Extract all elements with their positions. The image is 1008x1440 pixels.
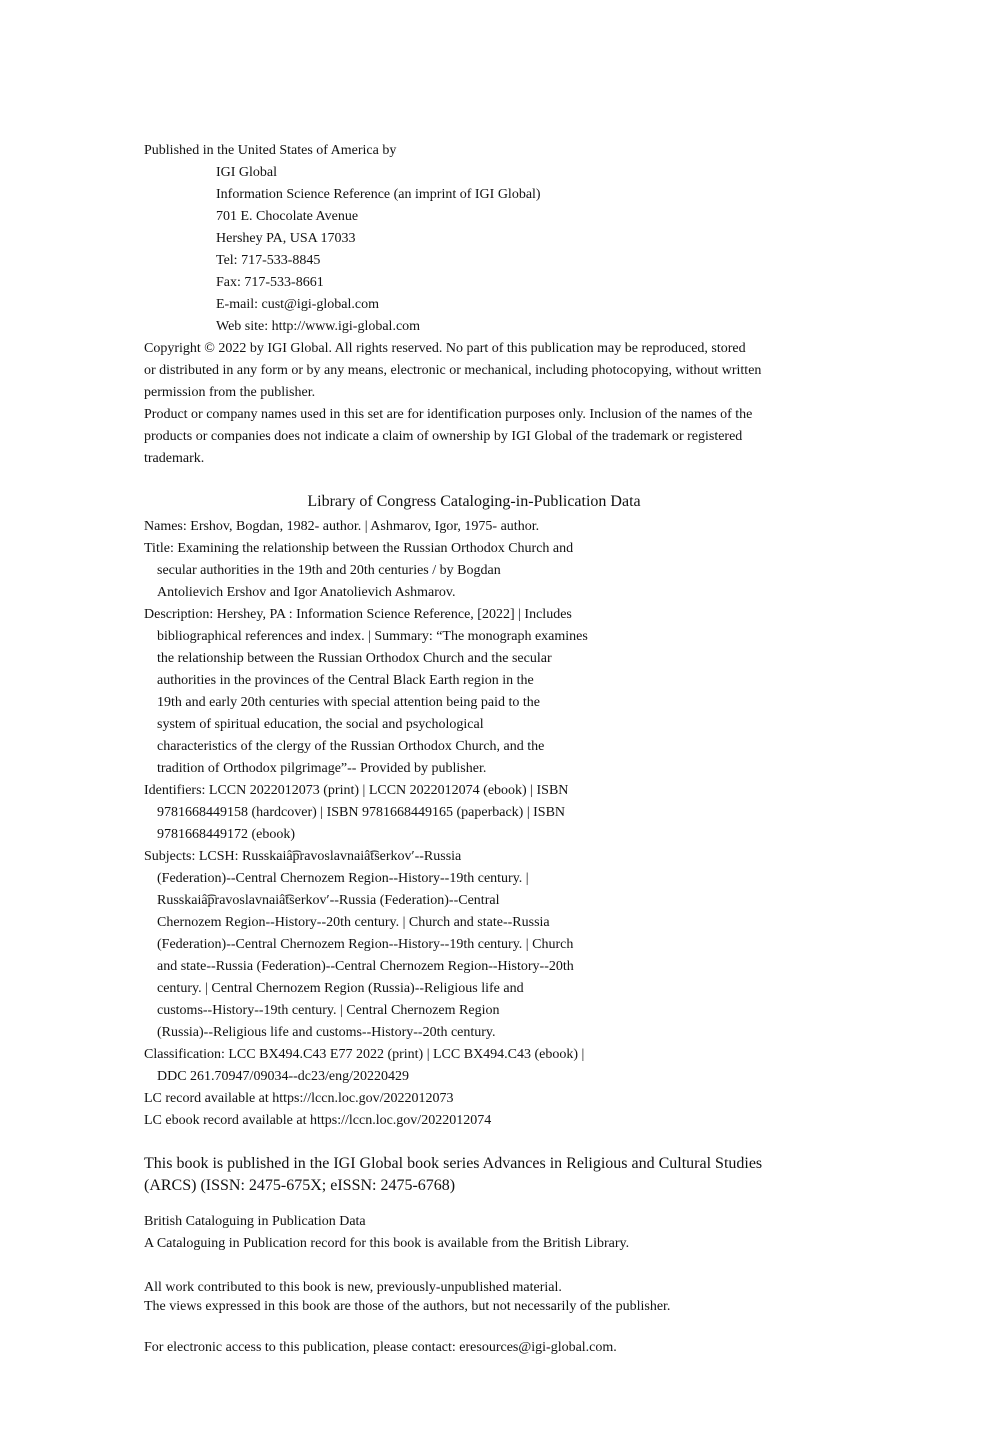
cip-subjects-cont: Russkaiâ͡pravoslavnaiâ͡tserkov′--Russia (Federation)--Central <box>157 893 500 908</box>
publisher-website: Web site: http://www.igi-global.com <box>216 319 421 334</box>
copyright-line: permission from the publisher. <box>144 385 316 400</box>
cip-subjects-cont: (Russia)--Religious life and customs--History--20th century. <box>157 1025 496 1040</box>
cip-description-cont: 19th and early 20th centuries with special attention being paid to the <box>157 695 540 710</box>
cip-description-cont: authorities in the provinces of the Central Black Earth region in the <box>157 673 534 688</box>
publisher-email: E-mail: cust@igi-global.com <box>216 297 379 312</box>
cip-description: Description: Hershey, PA : Information Science Reference, [2022] | Includes <box>144 607 572 622</box>
cip-subjects-cont: and state--Russia (Federation)--Central Chernozem Region--History--20th <box>157 959 574 974</box>
cip-description-cont: characteristics of the clergy of the Russian Orthodox Church, and the <box>157 739 545 754</box>
cip-subjects-cont: (Federation)--Central Chernozem Region--History--19th century. | Church <box>157 937 574 952</box>
cip-subjects-cont: Chernozem Region--History--20th century. | Church and state--Russia <box>157 915 550 930</box>
trademark-line: trademark. <box>144 451 205 466</box>
cip-description-cont: system of spiritual education, the social and psychological <box>157 717 484 732</box>
cip-subjects: Subjects: LCSH: Russkaiâ͡pravoslavnaiâ͡tserkov′--Russia <box>144 849 462 864</box>
cip-identifiers-cont: 9781668449158 (hardcover) | ISBN 9781668449165 (paperback) | ISBN <box>157 805 566 820</box>
cip-identifiers-cont: 9781668449172 (ebook) <box>157 827 296 842</box>
cip-lc-record: LC record available at https://lccn.loc.gov/2022012073 <box>144 1091 454 1106</box>
publisher-intro: Published in the United States of America by <box>144 143 397 158</box>
cip-lc-ebook-record: LC ebook record available at https://lccn.loc.gov/2022012074 <box>144 1113 492 1128</box>
publisher-city: Hershey PA, USA 17033 <box>216 231 356 246</box>
publisher-imprint: Information Science Reference (an imprint of IGI Global) <box>216 187 541 202</box>
cip-heading: Library of Congress Cataloging-in-Publication Data <box>307 493 641 510</box>
copyright-line: Copyright © 2022 by IGI Global. All rights reserved. No part of this publication may be reproduced, stored <box>144 341 746 356</box>
series-line: This book is published in the IGI Global book series Advances in Religious and Cultural Studies <box>144 1155 763 1172</box>
cip-subjects-cont: (Federation)--Central Chernozem Region--History--19th century. | <box>157 871 529 886</box>
publisher-tel: Tel: 717-533-8845 <box>216 253 321 268</box>
cip-subjects-cont: century. | Central Chernozem Region (Russia)--Religious life and <box>157 981 524 996</box>
publisher-fax: Fax: 717-533-8661 <box>216 275 324 290</box>
cip-subjects-cont: customs--History--19th century. | Central Chernozem Region <box>157 1003 500 1018</box>
new-material-statement: All work contributed to this book is new, previously-unpublished material. <box>144 1280 562 1295</box>
views-disclaimer: The views expressed in this book are those of the authors, but not necessarily of the publisher. <box>144 1299 671 1314</box>
british-cip-heading: British Cataloguing in Publication Data <box>144 1214 366 1229</box>
cip-names: Names: Ershov, Bogdan, 1982- author. | Ashmarov, Igor, 1975- author. <box>144 519 540 534</box>
trademark-line: products or companies does not indicate a claim of ownership by IGI Global of the trademark or registered <box>144 429 743 444</box>
electronic-access-contact: For electronic access to this publication, please contact: eresources@igi-global.com. <box>144 1340 617 1355</box>
publisher-name: IGI Global <box>216 165 278 180</box>
cip-description-cont: bibliographical references and index. | Summary: “The monograph examines <box>157 629 588 644</box>
cip-title-cont: Antolievich Ershov and Igor Anatolievich Ashmarov. <box>157 585 456 600</box>
copyright-line: or distributed in any form or by any means, electronic or mechanical, including photocopying, without written <box>144 363 762 378</box>
cip-title: Title: Examining the relationship between the Russian Orthodox Church and <box>144 541 574 556</box>
cip-description-cont: the relationship between the Russian Orthodox Church and the secular <box>157 651 552 666</box>
cip-classification-cont: DDC 261.70947/09034--dc23/eng/20220429 <box>157 1069 409 1084</box>
series-line: (ARCS) (ISSN: 2475-675X; eISSN: 2475-6768) <box>144 1177 456 1194</box>
publisher-street: 701 E. Chocolate Avenue <box>216 209 359 224</box>
cip-classification: Classification: LCC BX494.C43 E77 2022 (print) | LCC BX494.C43 (ebook) | <box>144 1047 585 1062</box>
trademark-line: Product or company names used in this set are for identification purposes only. Inclusion of the names of the <box>144 407 753 422</box>
cip-identifiers: Identifiers: LCCN 2022012073 (print) | LCCN 2022012074 (ebook) | ISBN <box>144 783 569 798</box>
cip-title-cont: secular authorities in the 19th and 20th centuries / by Bogdan <box>157 563 501 578</box>
british-cip-text: A Cataloguing in Publication record for this book is available from the British Library. <box>144 1236 630 1251</box>
cip-description-cont: tradition of Orthodox pilgrimage”-- Provided by publisher. <box>157 761 487 776</box>
